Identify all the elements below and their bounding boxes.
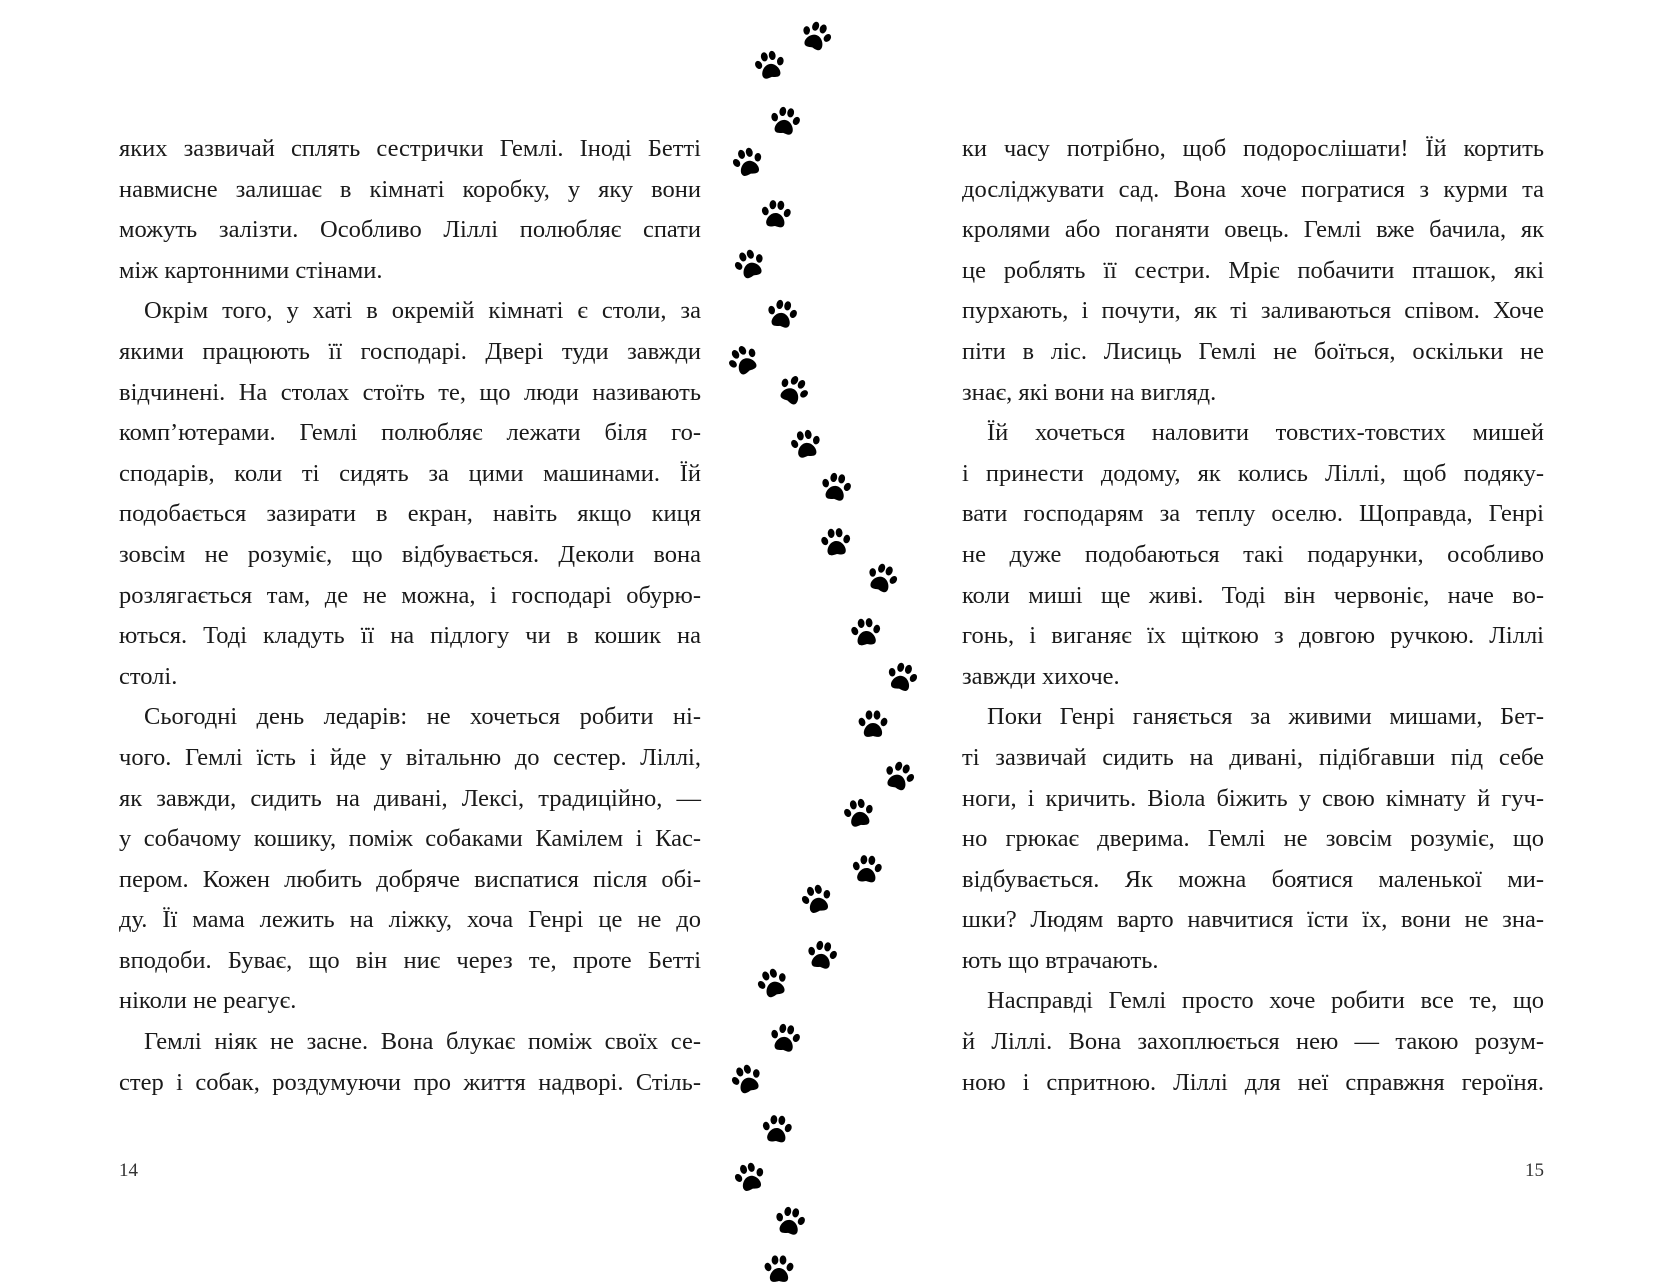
right-page-text: [962, 129, 1544, 1103]
text-line: кролями або поганяти овець. Гемлі вже бачила, як: [962, 216, 1544, 244]
text-line: ють що втрачають.: [962, 946, 1159, 974]
text-line: відчинені. На столах стоїть те, що люди називають: [119, 378, 701, 406]
text-line: не дуже подобаються такі подарунки, особливо: [962, 540, 1544, 568]
text-line: пурхають, і почути, як ті заливаються співом. Хоче: [962, 297, 1544, 325]
text-line: пером. Кожен любить добряче виспатися після обі-: [119, 865, 701, 893]
paw-print-icon: [794, 15, 838, 59]
paw-print-icon: [757, 197, 794, 234]
paw-print-icon: [730, 1157, 772, 1199]
paw-print-icon: [770, 368, 816, 414]
paw-print-icon: [860, 557, 904, 601]
text-line: яких зазвичай сплять сестрички Гемлі. Іноді Бетті: [119, 135, 701, 162]
left-page-text: [119, 129, 701, 1103]
text-line: якими працюють її господарі. Двері туди завжди: [119, 337, 701, 365]
paw-print-icon: [802, 936, 841, 975]
page-number-left: 14: [119, 1160, 138, 1181]
text-line: ки часу потрібно, щоб подорослішати! Їй кортить: [962, 135, 1544, 162]
text-line: Окрім того, у хаті в окремій кімнаті є столи, за: [144, 297, 701, 325]
paw-print-icon: [817, 468, 856, 507]
text-line: ноги, і кричить. Віола біжить у свою кімнату й гуч-: [962, 784, 1544, 812]
paw-print-icon: [856, 708, 890, 742]
paw-print-icon: [766, 102, 805, 141]
paw-print-icon: [877, 755, 921, 799]
paw-print-icon: [839, 794, 878, 833]
text-line: вподоби. Буває, що він ниє через те, проте Бетті: [119, 946, 701, 974]
text-line: у собачому кошику, поміж собаками Камілем і Кас-: [119, 825, 701, 853]
paw-print-icon: [750, 46, 789, 85]
text-line: і принести додому, як колись Ліллі, щоб подяку-: [962, 459, 1544, 487]
text-line: шки? Людям варто навчитися їсти їх, вони не зна-: [962, 906, 1544, 934]
text-line: Гемлі ніяк не засне. Вона блукає поміж своїх се-: [144, 1028, 701, 1056]
text-line: як завжди, сидить на дивані, Лексі, традиційно, —: [119, 784, 701, 812]
paw-print-icon: [759, 1112, 796, 1149]
text-line: можуть залізти. Особливо Ліллі полюбляє спати: [119, 216, 701, 244]
text-line: розлягається там, де не можна, і господарі обурю-: [119, 581, 701, 609]
text-line: Їй хочеться наловити товстих-товстих мишей: [987, 419, 1544, 447]
paw-print-icon: [721, 338, 767, 384]
text-line: стер і собак, роздумуючи про життя надворі. Стіль-: [119, 1068, 701, 1096]
text-line: ніколи не реагує.: [119, 987, 297, 1015]
paw-print-icon: [770, 1202, 809, 1241]
text-line: між картонними стінами.: [119, 256, 383, 284]
text-line: досліджувати сад. Вона хоче погратися з курми та: [962, 175, 1544, 203]
paw-print-icon: [796, 879, 838, 921]
text-line: гонь, і виганяє їх щіткою з довгою ручкою. Ліллі: [962, 622, 1544, 650]
paw-print-icon: [729, 243, 773, 287]
text-line: відбувається. Як можна боятися маленької ми-: [962, 865, 1544, 893]
text-line: столі.: [119, 662, 178, 690]
text-line: піти в ліс. Лисиць Гемлі не боїться, оскільки не: [962, 337, 1544, 365]
text-line: й Ліллі. Вона захоплюється нею — такою розум-: [962, 1028, 1544, 1056]
text-line: знає, які вони на вигляд.: [962, 378, 1217, 406]
text-line: Сьогодні день ледарів: не хочеться робити ні-: [144, 703, 701, 731]
text-line: завжди хихоче.: [962, 662, 1120, 690]
text-line: сподарів, коли ті сидять за цими машинами. Їй: [119, 459, 701, 487]
text-line: вати господарям за теплу оселю. Щоправда, Генрі: [962, 500, 1544, 528]
text-line: це роблять її сестри. Мріє побачити пташок, які: [962, 256, 1544, 284]
text-line: ті зазвичай сидить на дивані, підібгавши під себе: [962, 743, 1544, 771]
text-line: ються. Тоді кладуть її на підлогу чи в кошик на: [119, 622, 701, 650]
text-line: подобається зазирати в екран, навіть якщо киця: [119, 500, 701, 528]
text-line: навмисне залишає в кімнаті коробку, у яку вони: [119, 175, 701, 203]
paw-print-icon: [728, 142, 770, 184]
text-line: чого. Гемлі їсть і йде у вітальню до сестер. Ліллі,: [119, 743, 701, 771]
text-line: комп’ютерами. Гемлі полюбляє лежати біля го-: [119, 419, 701, 447]
text-line: Насправді Гемлі просто хоче робити все те, що: [987, 987, 1544, 1015]
text-line: коли миші ще живі. Тоді він червоніє, наче во-: [962, 581, 1544, 609]
paw-print-icon: [751, 962, 795, 1006]
paw-print-icon: [726, 1058, 770, 1102]
page-number-right: 15: [1525, 1160, 1544, 1181]
paw-print-icon: [849, 852, 886, 889]
text-line: Поки Генрі ганяється за живими мишами, Бет-: [987, 703, 1544, 731]
text-line: зовсім не розуміє, що відбувається. Деколи вона: [119, 540, 701, 568]
paw-print-icon: [848, 614, 885, 651]
text-line: но грюкає дверима. Гемлі не зовсім розуміє, що: [962, 825, 1544, 853]
paw-print-icon: [818, 524, 855, 561]
paw-print-icon: [763, 295, 802, 334]
paw-print-icon: [766, 1019, 805, 1058]
paw-print-icon: [786, 425, 825, 464]
text-line: ною і спритною. Ліллі для неї справжня героїня.: [962, 1068, 1544, 1096]
text-line: ду. Її мама лежить на ліжку, хоча Генрі це не до: [119, 906, 701, 934]
paw-print-icon: [881, 658, 923, 700]
